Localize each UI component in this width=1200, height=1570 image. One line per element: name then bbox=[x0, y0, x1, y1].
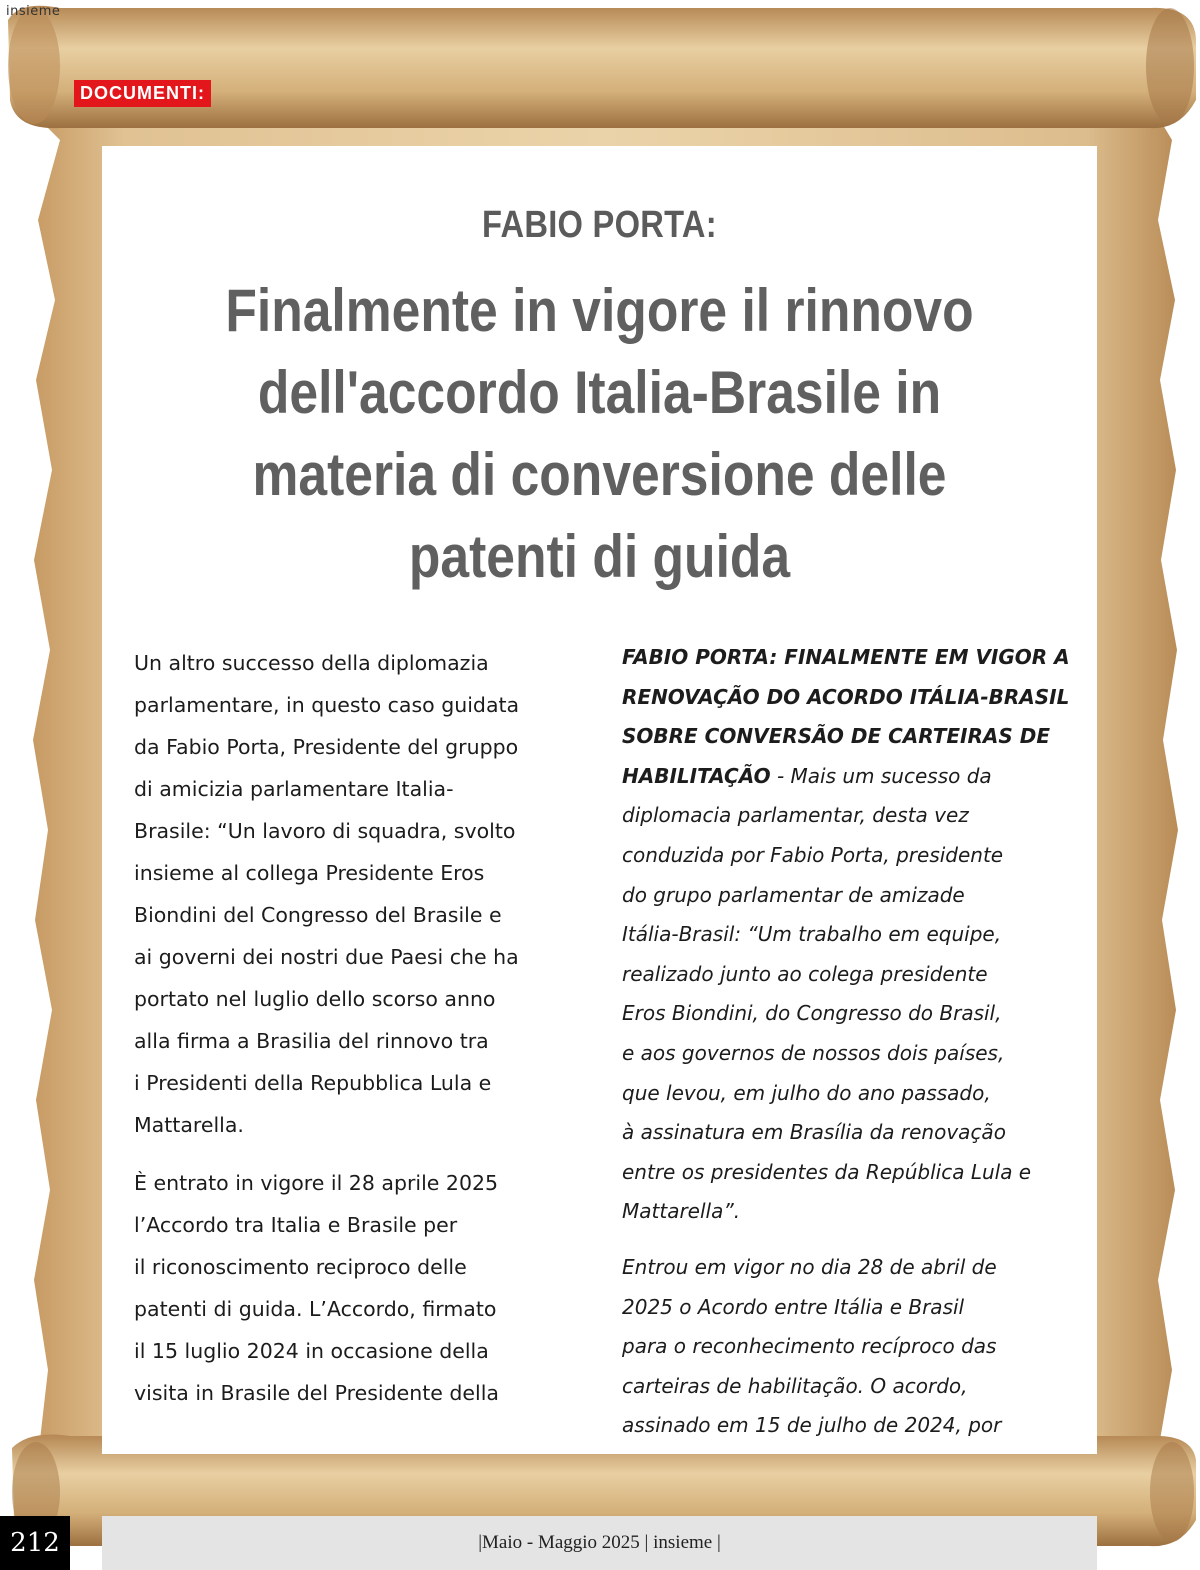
headline-line: patenti di guida bbox=[408, 523, 791, 590]
text-line: Mattarella”. bbox=[622, 1199, 741, 1224]
section-label: DOCUMENTI: bbox=[74, 80, 211, 107]
text-line: patenti di guida. L’Accordo, firmato bbox=[134, 1297, 497, 1321]
bold-term: HABILITAÇÃO bbox=[622, 763, 771, 788]
text-line: portato nel luglio dello scorso anno bbox=[134, 987, 496, 1011]
text-line: da Fabio Porta, Presidente del gruppo bbox=[134, 735, 519, 759]
page-number: 212 bbox=[0, 1516, 70, 1570]
text-line: realizado junto ao colega presidente bbox=[622, 961, 988, 986]
text-line-bold: FABIO PORTA: FINALMENTE EM VIGOR A bbox=[622, 645, 1070, 669]
headline-line: dell'accordo Italia-Brasile in bbox=[257, 359, 942, 426]
text-line: alla firma a Brasilia del rinnovo tra bbox=[134, 1029, 489, 1053]
text-line: visita in Brasile del Presidente della bbox=[134, 1381, 499, 1405]
text-line: il 15 luglio 2024 in occasione della bbox=[134, 1339, 489, 1363]
text-line: Biondini del Congresso del Brasile e bbox=[134, 903, 502, 927]
text-line: Entrou em vigor no dia 28 de abril de bbox=[622, 1254, 997, 1279]
text-line: Un altro successo della diplomazia bbox=[134, 651, 489, 675]
article-kicker: FABIO PORTA: bbox=[482, 204, 717, 246]
portuguese-paragraph-1 bbox=[622, 638, 1092, 1232]
text-line: insieme al collega Presidente Eros bbox=[134, 861, 485, 885]
text-line: assinado em 15 de julho de 2024, por bbox=[622, 1413, 1002, 1438]
footer-issue-bar: |Maio - Maggio 2025 | insieme | bbox=[102, 1516, 1097, 1570]
article-headline bbox=[102, 270, 1097, 598]
brand-logo-top: insieme bbox=[6, 4, 61, 19]
portuguese-column bbox=[622, 638, 1092, 1454]
text-line: i Presidenti della Repubblica Lula e bbox=[134, 1071, 492, 1095]
text-line-bold: SOBRE CONVERSÃO DE CARTEIRAS DE bbox=[622, 724, 1051, 749]
italian-paragraph-2 bbox=[134, 1162, 594, 1414]
text-line: l’Accordo tra Italia e Brasile per bbox=[134, 1213, 458, 1237]
text-fragment: - Mais um sucesso da bbox=[770, 763, 992, 788]
portuguese-paragraph-2 bbox=[622, 1248, 1092, 1446]
text-line: È entrato in vigore il 28 aprile 2025 bbox=[134, 1171, 499, 1195]
text-line: Itália-Brasil: “Um trabalho em equipe, bbox=[622, 922, 1002, 947]
text-line: para o reconhecimento recíproco das bbox=[622, 1334, 997, 1359]
text-line: Brasile: “Un lavoro di squadra, svolto bbox=[134, 819, 516, 843]
headline-line: materia di conversione delle bbox=[252, 441, 947, 508]
text-line: à assinatura em Brasília da renovação bbox=[622, 1120, 1006, 1145]
text-line: do grupo parlamentar de amizade bbox=[622, 882, 965, 907]
text-line: il riconoscimento reciproco delle bbox=[134, 1255, 467, 1279]
text-line: Mattarella. bbox=[134, 1113, 244, 1137]
text-line: diplomacia parlamentar, desta vez bbox=[622, 803, 969, 828]
text-line: 2025 o Acordo entre Itália e Brasil bbox=[622, 1294, 965, 1319]
italian-paragraph-1 bbox=[134, 642, 594, 1146]
text-line bbox=[622, 757, 1092, 797]
text-line: conduzida por Fabio Porta, presidente bbox=[622, 842, 1004, 867]
text-line: e aos governos de nossos dois países, bbox=[622, 1040, 1005, 1065]
text-line: carteiras de habilitação. O acordo, bbox=[622, 1373, 968, 1398]
text-line-bold: RENOVAÇÃO DO ACORDO ITÁLIA-BRASIL bbox=[622, 684, 1070, 709]
italian-column bbox=[134, 642, 594, 1430]
text-line: parlamentare, in questo caso guidata bbox=[134, 693, 520, 717]
text-line: entre os presidentes da República Lula e bbox=[622, 1159, 1032, 1184]
article-panel bbox=[102, 146, 1097, 1454]
text-line: di amicizia parlamentare Italia- bbox=[134, 777, 454, 801]
text-line: ai governi dei nostri due Paesi che ha bbox=[134, 945, 519, 969]
headline-line: Finalmente in vigore il rinnovo bbox=[225, 277, 974, 344]
text-line: Eros Biondini, do Congresso do Brasil, bbox=[622, 1001, 1002, 1026]
text-line: que levou, em julho do ano passado, bbox=[622, 1080, 991, 1105]
